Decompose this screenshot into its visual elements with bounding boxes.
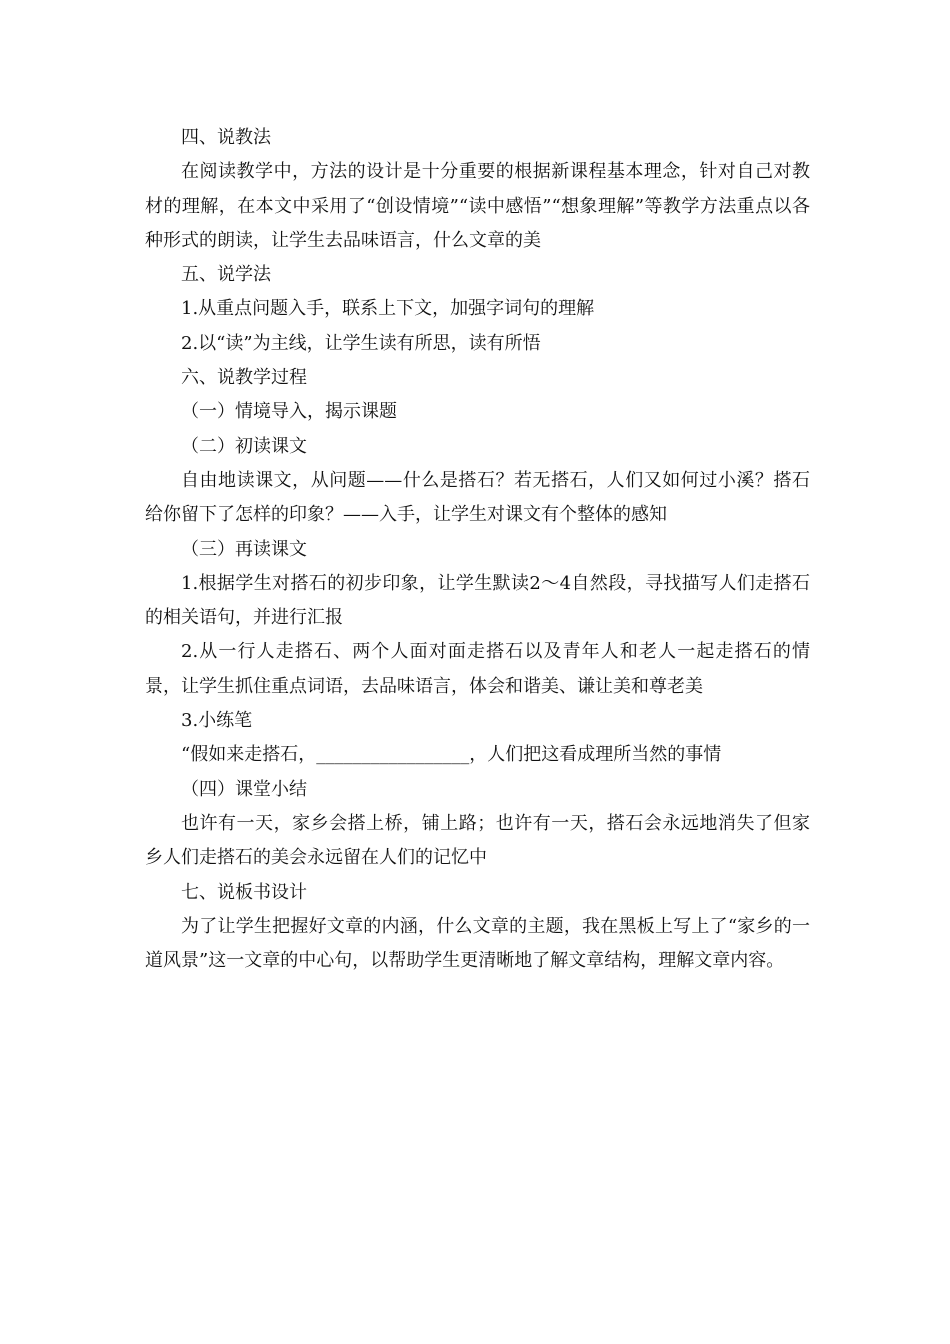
heading-teaching-process: 六、说教学过程 — [181, 367, 307, 389]
learning-method-item-2: 2.以“读”为主线，让学生读有所思，读有所悟 — [181, 332, 541, 354]
paragraph-teaching-method: 在阅读教学中，方法的设计是十分重要的根据新课程基本理念，针对自己对教材的理解，在本文中采用了“创设情境”“读中感悟”“想象理解”等教学方法重点以各种形式的朗读，让学生去品味语言，什么文章的美 — [145, 161, 810, 251]
practice-sentence: “假如来走搭石，_________________，人们把这看成理所当然的事情 — [181, 744, 722, 766]
paragraph-board-design: 为了让学生把握好文章的内涵，什么文章的主题，我在黑板上写上了“家乡的一道风景”这一文章的中心句，以帮助学生更清晰地了解文章结构，理解文章内容。 — [145, 915, 810, 972]
heading-learning-method: 五、说学法 — [181, 264, 271, 286]
paragraph-first-reading: 自由地读课文，从问题——什么是搭石？若无搭石，人们又如何过小溪？搭石给你留下了怎样的印象？——入手，让学生对课文有个整体的感知 — [145, 469, 810, 526]
heading-board-design: 七、说板书设计 — [181, 881, 307, 903]
paragraph-summary: 也许有一天，家乡会搭上桥，铺上路；也许有一天，搭石会永远地消失了但家乡人们走搭石的美会永远留在人们的记忆中 — [145, 812, 810, 869]
process-step-4: （四）课堂小结 — [181, 778, 307, 800]
rereading-item-2: 2.从一行人走搭石、两个人面对面走搭石以及青年人和老人一起走搭石的情景，让学生抓住重点词语，去品味语言，体会和谐美、谦让美和尊老美 — [145, 641, 810, 697]
rereading-item-3: 3.小练笔 — [181, 710, 253, 732]
heading-teaching-method: 四、说教法 — [181, 127, 271, 148]
rereading-item-1: 1.根据学生对搭石的初步印象，让学生默读2～4自然段，寻找描写人们走搭石的相关语句，并进行汇报 — [145, 572, 810, 629]
process-step-2: （二）初读课文 — [181, 435, 307, 457]
process-step-1: （一）情境导入，揭示课题 — [181, 401, 397, 423]
learning-method-item-1: 1.从重点问题入手，联系上下文，加强字词句的理解 — [181, 298, 595, 320]
process-step-3: （三）再读课文 — [181, 538, 307, 560]
document-body — [145, 121, 810, 978]
